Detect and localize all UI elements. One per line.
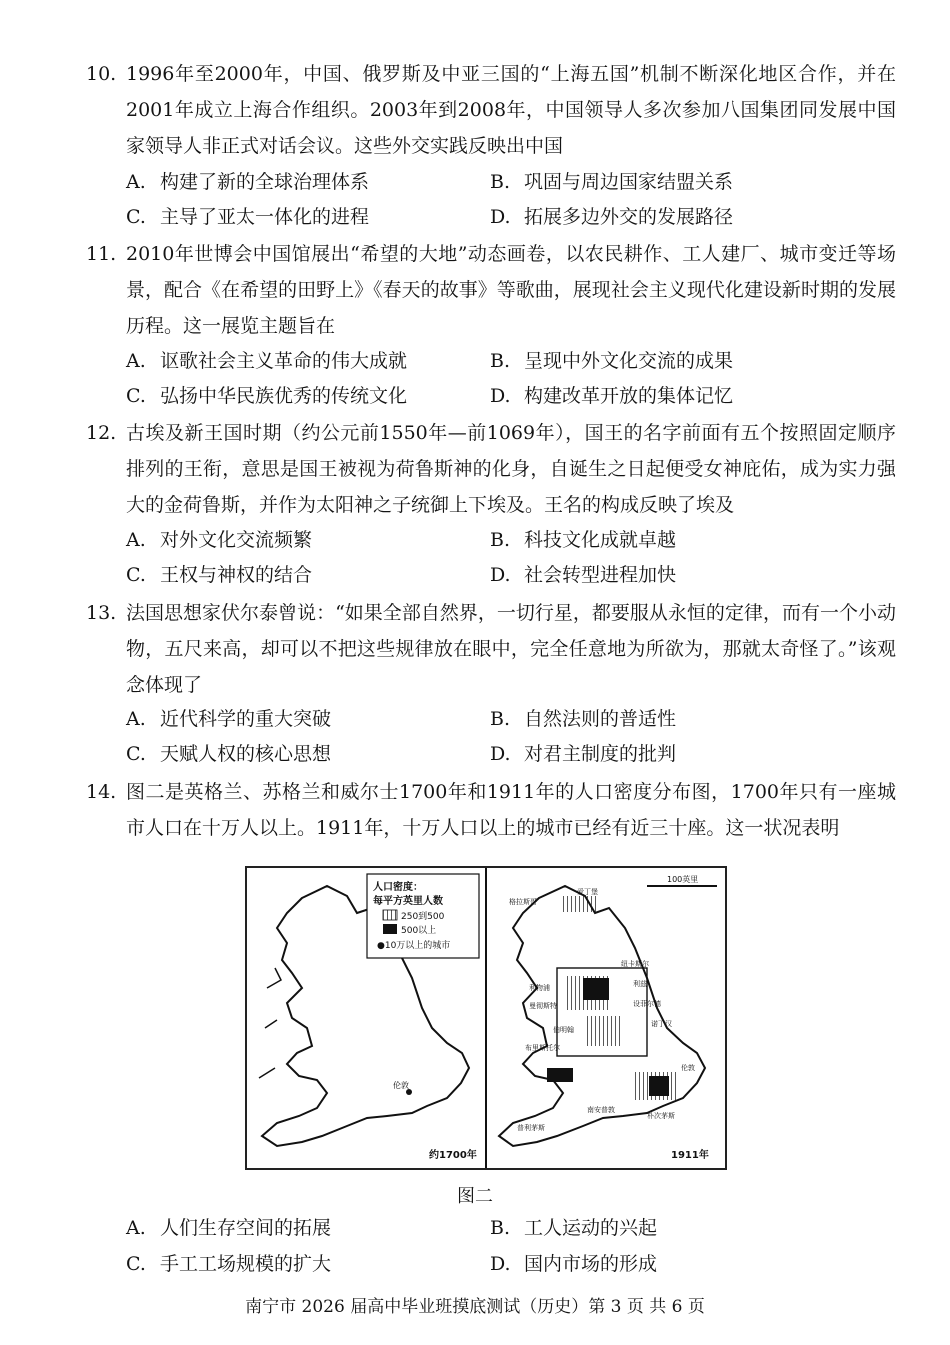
figure-caption: 图二 <box>457 1186 493 1207</box>
map-1911 <box>499 874 717 1161</box>
density-region-wales <box>547 1068 573 1082</box>
option-c[interactable]: C. 手工工场规模的扩大 <box>126 1253 332 1275</box>
legend-subtitle: 每平方英里人数 <box>373 896 443 907</box>
map-label-1911: 1911年 <box>671 1150 709 1161</box>
question-13 <box>86 595 896 703</box>
question-number: 11. <box>86 243 117 265</box>
legend-swatch-solid <box>383 924 397 934</box>
option-d[interactable]: D. 构建改革开放的集体记忆 <box>490 385 734 407</box>
map-1700 <box>259 874 479 1161</box>
city-label: 布里斯托尔 <box>525 1044 560 1052</box>
density-region-scotland <box>563 896 599 912</box>
city-label: 伯明翰 <box>553 1026 574 1034</box>
legend-item-250-500: 250到500 <box>401 912 445 922</box>
question-number: 14. <box>86 781 117 803</box>
question-stem: 古埃及新王国时期（约公元前1550年—前1069年），国王的名字前面有五个按照固定顺序排列的王衔，意思是国王被视为荷鲁斯神的化身，自诞生之日起便受女神庇佑，成为实力强大的金荷鲁斯，并作为太阳神之子统御上下埃及。王名的构成反映了埃及 <box>126 422 896 516</box>
question-10 <box>86 56 896 164</box>
legend-item-500-plus: 500以上 <box>401 926 437 936</box>
option-a[interactable]: A. 近代科学的重大突破 <box>126 708 332 730</box>
city-label-london-1700: 伦敦 <box>393 1081 409 1090</box>
density-region-london-core <box>649 1076 669 1096</box>
city-label: 格拉斯哥 <box>509 898 537 906</box>
option-c[interactable]: C. 王权与神权的结合 <box>126 564 313 586</box>
option-c[interactable]: C. 天赋人权的核心思想 <box>126 743 332 765</box>
density-region-birmingham <box>587 1016 623 1046</box>
city-label: 朴次茅斯 <box>647 1112 675 1120</box>
city-label: 伦敦 <box>681 1064 695 1072</box>
option-a[interactable]: A. 对外文化交流频繁 <box>126 529 313 551</box>
legend-title: 人口密度： <box>373 882 423 893</box>
option-a[interactable]: A. 人们生存空间的拓展 <box>126 1217 332 1239</box>
question-14 <box>86 774 896 846</box>
option-a[interactable]: A. 构建了新的全球治理体系 <box>126 171 370 193</box>
map-label-1700: 约1700年 <box>429 1150 477 1161</box>
option-d[interactable]: D. 国内市场的形成 <box>490 1253 658 1275</box>
option-b[interactable]: B. 自然法则的普适性 <box>490 708 677 730</box>
map-figure <box>247 868 725 1168</box>
scale-label: 100英里 <box>667 875 699 884</box>
question-stem: 图二是英格兰、苏格兰和威尔士1700年和1911年的人口密度分布图，1700年只有一座城市人口在十万人以上。1911年，十万人口以上的城市已经有近三十座。这一状况表明 <box>126 781 896 839</box>
legend-item-city: ●10万以上的城市 <box>377 941 451 951</box>
question-number: 13. <box>86 602 117 624</box>
legend-swatch-hatched <box>383 910 397 920</box>
option-d[interactable]: D. 对君主制度的批判 <box>490 743 677 765</box>
option-c[interactable]: C. 弘扬中华民族优秀的传统文化 <box>126 385 408 407</box>
option-c[interactable]: C. 主导了亚太一体化的进程 <box>126 206 370 228</box>
option-b[interactable]: B. 巩固与周边国家结盟关系 <box>490 171 734 193</box>
city-label: 利兹 <box>633 980 647 988</box>
city-label: 纽卡斯尔 <box>621 960 649 968</box>
density-region-lancashire <box>583 978 609 1000</box>
question-stem: 法国思想家伏尔泰曾说：“如果全部自然界，一切行星，都要服从永恒的定律，而有一个小动物，五尺来高，却可以不把这些规律放在眼中，完全任意地为所欲为，那就太奇怪了。”该观念体现了 <box>126 602 896 696</box>
option-d[interactable]: D. 社会转型进程加快 <box>490 564 677 586</box>
city-label: 诺丁汉 <box>651 1020 672 1028</box>
question-number: 10. <box>86 63 117 85</box>
city-label: 南安普敦 <box>587 1106 615 1114</box>
option-b[interactable]: B. 科技文化成就卓越 <box>490 529 677 551</box>
option-b[interactable]: B. 呈现中外文化交流的成果 <box>490 350 734 372</box>
city-label: 利物浦 <box>529 984 550 992</box>
question-stem: 2010年世博会中国馆展出“希望的大地”动态画卷，以农民耕作、工人建厂、城市变迁等场景，配合《在希望的田野上》《春天的故事》等歌曲，展现社会主义现代化建设新时期的发展历程。这一展览主题旨在 <box>126 243 896 337</box>
city-label: 设菲尔德 <box>633 1000 661 1008</box>
option-d[interactable]: D. 拓展多边外交的发展路径 <box>490 206 734 228</box>
option-a[interactable]: A. 讴歌社会主义革命的伟大成就 <box>126 350 408 372</box>
city-label: 爱丁堡 <box>577 888 598 896</box>
population-density-maps <box>245 866 727 1170</box>
question-number: 12. <box>86 422 117 444</box>
question-12 <box>86 415 896 523</box>
page-footer: 南宁市 2026 届高中毕业班摸底测试（历史）第 3 页 共 6 页 <box>245 1297 705 1317</box>
coast-detail <box>259 968 281 1078</box>
option-b[interactable]: B. 工人运动的兴起 <box>490 1217 658 1239</box>
city-label: 曼彻斯特 <box>529 1002 557 1010</box>
question-stem: 1996年至2000年，中国、俄罗斯及中亚三国的“上海五国”机制不断深化地区合作，并在2001年成立上海合作组织。2003年到2008年，中国领导人多次参加八国集团同发展中国家领导人非正式对话会议。这些外交实践反映出中国 <box>126 63 896 157</box>
city-label: 普利茅斯 <box>517 1124 545 1132</box>
question-11 <box>86 236 896 344</box>
